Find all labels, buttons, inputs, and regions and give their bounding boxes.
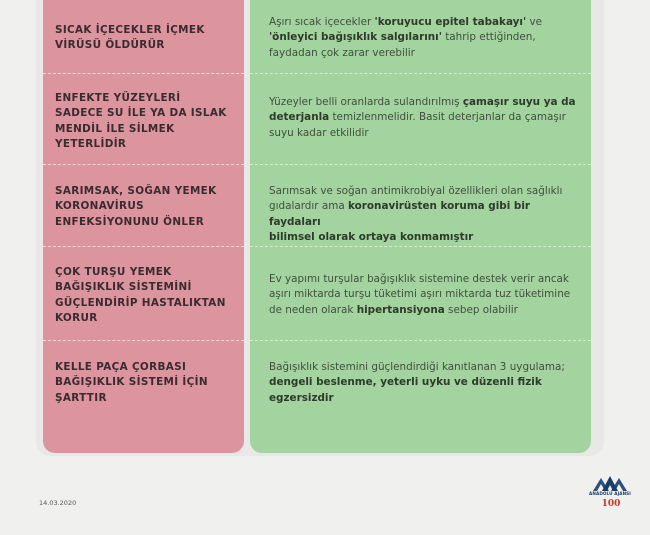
fact-line — [269, 15, 581, 30]
fact-segment: faydadan çok zarar verebilir — [269, 46, 415, 59]
fact-segment: ve — [526, 16, 543, 28]
myth-line: SICAK İÇECEKLER İÇMEK — [55, 24, 205, 36]
fact-text — [269, 272, 581, 318]
myth-line: BAĞIŞIKLIK SİSTEMİ İÇİN — [55, 376, 208, 389]
myth-line: SARIMSAK, SOĞAN YEMEK — [55, 185, 217, 197]
fact-segment: Aşırı sıcak içecekler — [269, 16, 375, 28]
fact-segment: aşırı miktarda turşu tüketimi aşırı miktarda tuz tüketimine — [269, 288, 571, 301]
fact-highlight: 'önleyici bağışıklık salgılarını' — [269, 31, 442, 44]
fact-line — [269, 126, 581, 141]
fact-text — [269, 15, 581, 61]
fact-line — [269, 199, 581, 230]
separator-right — [250, 73, 591, 74]
fact-segment: suyu kadar etkilidir — [269, 126, 369, 139]
fact-text — [269, 184, 581, 245]
publish-date: 14.03.2020 — [39, 499, 77, 507]
myth-line: KORUR — [55, 311, 98, 324]
fact-line — [269, 287, 581, 302]
fact-segment: temizlenmelidir. Basit deterjanlar da çamaşır — [329, 111, 566, 124]
separator-right — [250, 246, 591, 247]
myth-line: GÜÇLENDİRİP HASTALIKTAN — [55, 296, 226, 309]
myth-line: ENFEKTE YÜZEYLERİ — [55, 92, 181, 104]
myth-text — [55, 184, 235, 230]
myth-line: YETERLİDİR — [55, 137, 127, 150]
fact-text — [269, 95, 581, 141]
myth-line: SADECE SU İLE YA DA ISLAK — [55, 107, 227, 120]
myth-line: BAĞIŞIKLIK SİSTEMİNİ — [55, 281, 192, 294]
fact-segment: Ev yapımı turşular bağışıklık sistemine destek verir ancak — [269, 273, 569, 285]
fact-highlight: koronavirüsten koruma gibi bir faydaları — [269, 200, 531, 228]
myth-text — [55, 265, 235, 326]
myth-line: ŞARTTIR — [55, 391, 107, 404]
myth-line: KORONAVİRUS — [55, 200, 144, 213]
separator-left — [43, 246, 244, 247]
myth-line: VİRÜSÜ ÖLDÜRÜR — [55, 39, 165, 52]
fact-segment: gıdalardır ama — [269, 200, 349, 213]
fact-line — [269, 272, 581, 287]
myth-line: KELLE PAÇA ÇORBASI — [55, 361, 187, 373]
fact-line — [269, 110, 581, 125]
fact-line — [269, 184, 581, 199]
fact-highlight: 'koruyucu epitel tabakayı' — [374, 16, 527, 28]
logo-name: ANADOLU AJANSI — [589, 491, 631, 496]
fact-line — [269, 375, 581, 406]
fact-segment: Bağışıklık sistemini güçlendirdiği kanıtlanan 3 uygulama; — [269, 361, 565, 373]
myth-line: MENDİL İLE SİLMEK — [55, 122, 175, 135]
fact-line — [269, 95, 581, 110]
fact-highlight: deterjanla — [269, 111, 330, 124]
fact-segment: tahrip ettiğinden, — [441, 31, 536, 44]
fact-segment: de neden olarak — [269, 303, 357, 316]
separator-right — [250, 340, 591, 341]
fact-line — [269, 360, 581, 375]
fact-highlight: hipertansiyona — [356, 303, 445, 316]
fact-segment: sebep olabilir — [444, 303, 518, 316]
fact-line — [269, 30, 581, 45]
fact-highlight: bilimsel olarak ortaya konmamıştır — [269, 230, 474, 243]
myth-line: ÇOK TURŞU YEMEK — [55, 266, 172, 278]
separator-right — [250, 164, 591, 165]
fact-highlight: çamaşır suyu ya da — [462, 96, 576, 108]
myth-text — [55, 91, 235, 152]
myth-line: ENFEKSİYONUNU ÖNLER — [55, 215, 205, 228]
fact-highlight: dengeli beslenme, yeterli uyku ve düzenli fizik egzersizdir — [269, 376, 542, 404]
fact-segment: Sarımsak ve soğan antimikrobiyal özellikleri olan sağlıklı — [269, 185, 563, 197]
myth-text — [55, 23, 235, 54]
fact-line — [269, 230, 581, 245]
separator-left — [43, 73, 244, 74]
fact-line — [269, 46, 581, 61]
logo-anniversary: 100 — [601, 499, 621, 509]
myth-text — [55, 360, 235, 406]
fact-text — [269, 360, 581, 406]
fact-segment: Yüzeyler belli oranlarda sulandırılmış — [269, 96, 463, 108]
fact-line — [269, 303, 581, 318]
separator-left — [43, 164, 244, 165]
separator-left — [43, 340, 244, 341]
